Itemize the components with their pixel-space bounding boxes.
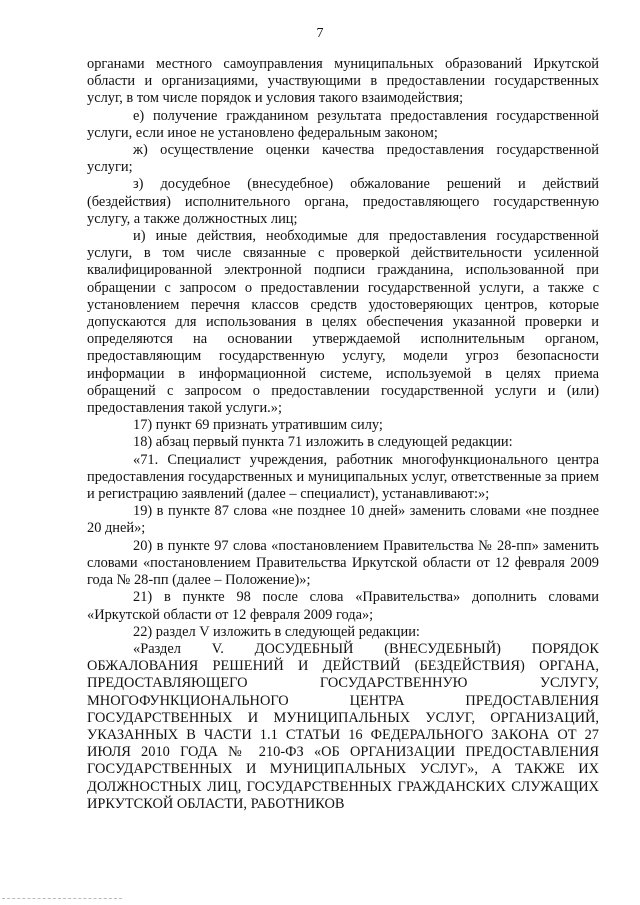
paragraph-item-19: 19) в пункте 87 слова «не позднее 10 дней» заменить словами «не позднее 20 дней»;: [87, 503, 599, 537]
paragraph-continuation: органами местного самоуправления муниципальных образований Иркутской области и организациями, участвующими в предоставлении государственных услуг, в том числе порядок и условия такого взаимодействия;: [87, 56, 599, 107]
paragraph-item-20: 20) в пункте 97 слова «постановлением Правительства № 28-пп» заменить словами «постановлением Правительства Иркутской области от 12 февраля 2009 года № 28-пп (далее – Положение)»;: [87, 537, 599, 589]
paragraph-item-18: 18) абзац первый пункта 71 изложить в следующей редакции:: [133, 434, 513, 451]
scan-edge-mark: [2, 898, 122, 901]
paragraph-item-z: з) досудебное (внесудебное) обжалование решений и действий (бездействия) исполнительного органа, предоставляющего государственную услугу, а также должностных лиц;: [87, 176, 599, 227]
paragraph-item-zh: ж) осуществление оценки качества предоставления государственной услуги;: [87, 142, 599, 176]
section-heading: «Раздел V. ДОСУДЕБНЫЙ (ВНЕСУДЕБНЫЙ) ПОРЯДОК ОБЖАЛОВАНИЯ РЕШЕНИЙ И ДЕЙСТВИЙ (БЕЗДЕЙСТВИЯ) ОРГАНА, ПРЕДОСТАВЛЯЮЩЕГО ГОСУДАРСТВЕННУЮ УСЛУГУ, МНОГОФУНКЦИОНАЛЬНОГО ЦЕНТРА ПРЕДОСТАВЛЕНИЯ ГОСУДАРСТВЕННЫХ И МУНИЦИПАЛЬНЫХ УСЛУГ, ОРГАНИЗАЦИЙ, УКАЗАННЫХ В ЧАСТИ 1.1 СТАТЬИ 16 ФЕДЕРАЛЬНОГО ЗАКОНА ОТ 27 ИЮЛЯ 2010 ГОДА № 210-ФЗ «ОБ ОРГАНИЗАЦИИ ПРЕДОСТАВЛЕНИЯ ГОСУДАРСТВЕННЫХ И МУНИЦИПАЛЬНЫХ УСЛУГ», А ТАКЖЕ ИХ ДОЛЖНОСТНЫХ ЛИЦ, ГОСУДАРСТВЕННЫХ ГРАЖДАНСКИХ СЛУЖАЩИХ ИРКУТСКОЙ ОБЛАСТИ, РАБОТНИКОВ: [87, 640, 599, 812]
document-body: [87, 56, 599, 813]
paragraph-quote-71: «71. Специалист учреждения, работник многофункционального центра предоставления государственных и муниципальных услуг, ответственные за прием и регистрацию заявлений (далее – специалист), устанавливают:»;: [87, 451, 599, 503]
paragraph-item-i: и) иные действия, необходимые для предоставления государственной услуги, в том числе связанные с проверкой действительности усиленной квалифицированной электронной подписи гражданина, использованной при обращении с запросом о предоставлении государственной услуги, а также с установлением перечня классов средств удостоверяющих центров, которые допускаются для использования в целях обеспечения указанной проверки и определяются на основании утверждаемой исполнительным органом, предоставляющим государственную услугу, модели угроз безопасности информации в информационной системе, используемой в целях приема обращений с запросом о предоставлении государственной услуги и (или) предоставления такой услуги.»;: [87, 228, 599, 417]
paragraph-item-21: 21) в пункте 98 после слова «Правительства» дополнить словами «Иркутской области от 12 февраля 2009 года»;: [87, 589, 599, 623]
paragraph-item-e: е) получение гражданином результата предоставления государственной услуги, если иное не установлено федеральным законом;: [87, 107, 599, 141]
paragraph-item-22: 22) раздел V изложить в следующей редакции:: [133, 623, 420, 640]
paragraph-item-17: 17) пункт 69 признать утратившим силу;: [133, 417, 383, 434]
page-number: 7: [316, 26, 324, 41]
